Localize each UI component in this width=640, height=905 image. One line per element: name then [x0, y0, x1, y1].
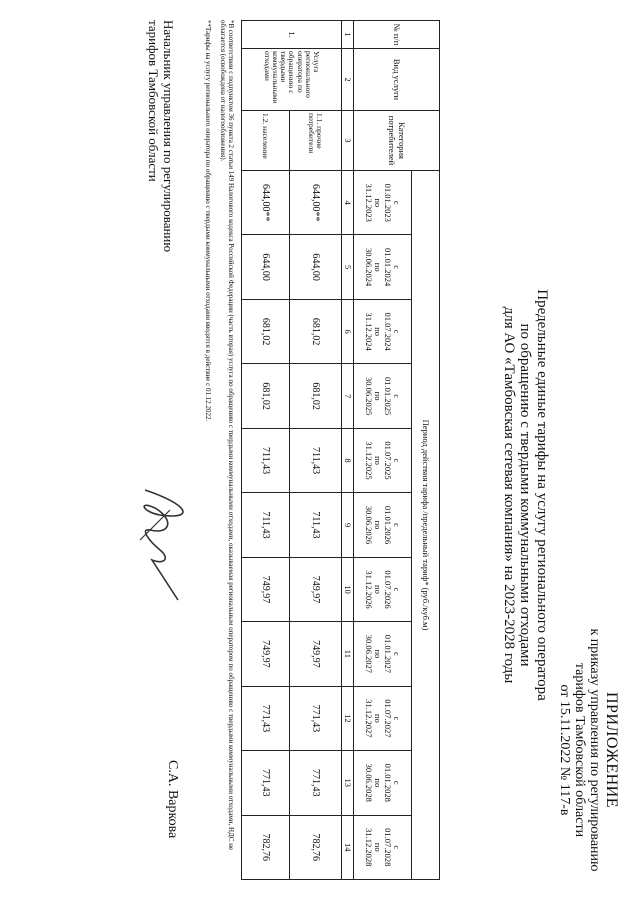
period-to: по: [373, 456, 384, 465]
table-header-row: [412, 21, 440, 880]
period-to: по: [373, 713, 384, 723]
category-cell: 1.2. население: [241, 111, 289, 171]
period-from: с: [392, 845, 403, 850]
period-from: с: [392, 329, 403, 334]
tariff-cell: 711,43: [289, 493, 341, 557]
period-header-cell: [354, 751, 412, 815]
handwritten-signature: [130, 480, 200, 610]
tariff-cell: 771,43: [289, 686, 341, 750]
tariff-cell: 782,76: [241, 815, 289, 879]
tariff-cell: 681,02: [241, 299, 289, 363]
tariff-cell: 711,43: [241, 493, 289, 557]
column-number-cell: 8: [341, 428, 353, 492]
tariff-cell: 644,00**: [289, 171, 341, 235]
period-start: 01.01.2028: [382, 763, 393, 802]
header-category: Категория потребителей: [354, 111, 440, 171]
title-line-1: Предельные единые тарифы на услугу регионального оператора: [534, 289, 550, 701]
period-to: по: [373, 262, 384, 272]
column-number-cell: 7: [341, 364, 353, 428]
tariff-cell: 644,00: [241, 235, 289, 299]
period-from: с: [392, 587, 403, 592]
period-start: 01.07.2028: [382, 828, 393, 867]
period-header-cell: [354, 428, 412, 492]
table-row: [241, 21, 289, 880]
tariff-cell: 681,02: [289, 364, 341, 428]
period-header-cell: [354, 622, 412, 686]
tariff-cell: 711,43: [241, 428, 289, 492]
tariff-cell: 782,76: [289, 815, 341, 879]
period-header-cell: [354, 815, 412, 879]
period-end: 30.06.2024: [364, 248, 375, 287]
tariff-cell: 749,97: [241, 557, 289, 621]
column-number-cell: 9: [341, 493, 353, 557]
title-line-3: для АО «Тамбовская сетевая компания» на 2023-2028 годы: [501, 306, 517, 684]
period-end: 31.12.2023: [364, 183, 375, 222]
footnote-vat: *В соответствии с подпунктом 36 пункта 2 статьи 149 Налогового кодекса Российской Федерации (часть вторая) услуга по обращению с твердыми коммунальными отходами, оказываемая региональным оператором по обращению с твердыми коммунальными отходами, НДС не облагается (освобождена от налогообложения).: [218, 20, 235, 851]
header-num: № п/п: [354, 21, 440, 49]
period-from: с: [392, 394, 403, 398]
column-number-cell: 12: [341, 686, 353, 750]
tariff-table: [241, 20, 440, 880]
header-period: Период действия тарифа /предельный тариф* (руб./куб.м): [412, 171, 440, 880]
period-start: 01.01.2027: [382, 634, 393, 674]
period-from: с: [392, 200, 403, 205]
header-service: Вид услуги: [354, 49, 440, 111]
appendix-heading: ПРИЛОЖЕНИЕ: [603, 691, 620, 808]
column-number-cell: 13: [341, 751, 353, 815]
period-start: 01.07.2025: [382, 441, 393, 480]
period-end: 31.12.2028: [364, 828, 375, 867]
appendix-line-2: тарифов Тамбовской области: [572, 662, 588, 838]
document-title: [501, 215, 551, 775]
period-from: с: [392, 716, 403, 721]
period-end: 30.06.2027: [364, 634, 375, 674]
period-end: 31.12.2026: [364, 570, 375, 609]
period-end: 30.06.2026: [364, 505, 375, 545]
column-number-cell: 4: [341, 171, 353, 235]
title-line-2: по обращению с твердыми коммунальными отходами: [517, 323, 534, 667]
signer-position-line-1: Начальник управления по регулированию: [161, 20, 176, 253]
column-number-cell: 3: [341, 111, 353, 171]
tariff-cell: 644,00: [289, 235, 341, 299]
column-number-cell: 1: [341, 21, 353, 49]
period-to: по: [373, 842, 384, 852]
column-number-cell: 14: [341, 815, 353, 879]
period-end: 31.12.2025: [364, 441, 375, 480]
period-header-cell: [354, 557, 412, 621]
period-to: по: [373, 198, 384, 208]
column-number-row: [341, 21, 353, 880]
signer-name: С.А. Варкова: [165, 760, 180, 839]
tariff-cell: 681,02: [241, 364, 289, 428]
period-start: 01.01.2025: [382, 376, 393, 416]
tariff-cell: 749,97: [289, 622, 341, 686]
period-to: по: [373, 649, 384, 659]
period-end: 30.06.2028: [364, 763, 375, 802]
service-name: Услуга регионального оператора по обращению с твердыми коммунальными отходами: [241, 49, 341, 111]
footnote-effective-date: **Тарифы на услугу регионального оператора по обращению с твердыми коммунальными отходами вводятся в действие с 01.12.2022.: [204, 20, 212, 422]
period-from: с: [392, 265, 403, 270]
period-start: 01.07.2027: [382, 699, 393, 738]
tariff-cell: 681,02: [289, 299, 341, 363]
period-start: 01.01.2024: [382, 248, 393, 287]
tariff-cell: 749,97: [241, 622, 289, 686]
appendix-order-number: от 15.11.2022 № 117-в: [556, 684, 572, 816]
signer-position: [145, 20, 175, 280]
period-end: 31.12.2027: [364, 699, 375, 738]
tariff-cell: 771,43: [241, 751, 289, 815]
tariff-cell: 749,97: [289, 557, 341, 621]
period-from: с: [392, 523, 403, 527]
period-from: с: [392, 458, 403, 463]
period-start: 01.01.2026: [382, 505, 393, 545]
table-row: [289, 21, 341, 880]
period-header-cell: [354, 235, 412, 299]
column-number-cell: 10: [341, 557, 353, 621]
appendix-header: [556, 600, 620, 900]
period-from: с: [392, 780, 403, 785]
column-number-cell: 6: [341, 299, 353, 363]
tariff-cell: 711,43: [289, 428, 341, 492]
appendix-line-1: к приказу управления по регулированию: [587, 628, 603, 872]
period-header-cell: [354, 493, 412, 557]
period-start: 01.07.2026: [382, 570, 393, 609]
period-header-cell: [354, 299, 412, 363]
tariff-cell: 771,43: [241, 686, 289, 750]
category-cell: 1.1. прочие потребители: [289, 111, 341, 171]
column-number-cell: 5: [341, 235, 353, 299]
tariff-cell: 644,00**: [241, 171, 289, 235]
column-number-cell: 2: [341, 49, 353, 111]
period-header-cell: [354, 171, 412, 235]
row-num: 1.: [241, 21, 341, 49]
period-end: 31.12.2024: [364, 312, 375, 351]
period-start: 01.07.2024: [382, 312, 393, 351]
tariff-cell: 771,43: [289, 751, 341, 815]
period-header-cell: [354, 686, 412, 750]
signer-position-line-2: тарифов Тамбовской области: [146, 20, 162, 182]
period-end: 30.06.2025: [364, 376, 375, 416]
period-from: с: [392, 652, 403, 656]
period-to: по: [373, 391, 384, 401]
period-to: по: [373, 520, 384, 530]
column-number-cell: 11: [341, 622, 353, 686]
period-to: по: [373, 585, 384, 594]
period-start: 01.01.2023: [382, 183, 393, 222]
period-header-cell: [354, 364, 412, 428]
period-to: по: [373, 327, 384, 337]
period-to: по: [373, 778, 384, 788]
